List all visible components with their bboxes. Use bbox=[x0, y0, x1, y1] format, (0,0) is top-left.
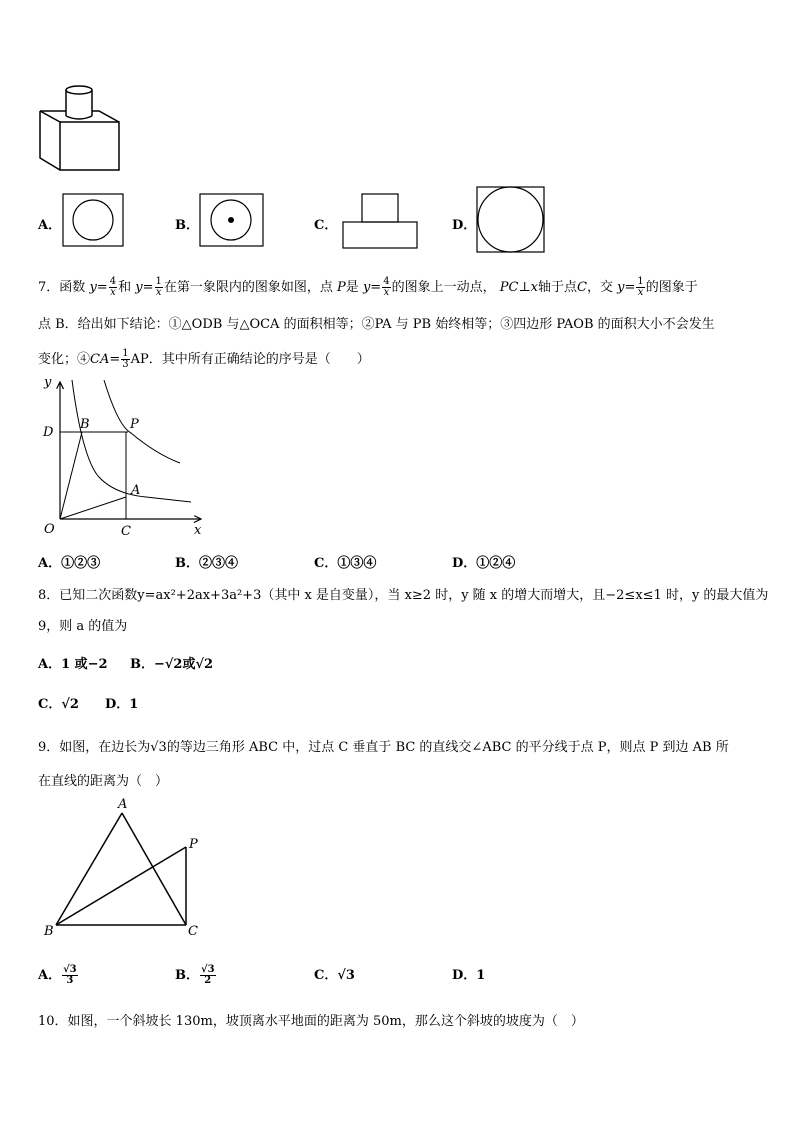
q6-option-b-figure[interactable] bbox=[199, 193, 265, 248]
q6-option-a-label[interactable]: A． bbox=[38, 218, 62, 233]
q9-question-line2: 在直线的距离为（ ） bbox=[38, 774, 169, 789]
vertex-c-label: C bbox=[188, 924, 198, 939]
q9-option-c[interactable]: C．√3 bbox=[314, 968, 355, 983]
q6-option-c-figure[interactable] bbox=[342, 193, 420, 249]
q8-option-a[interactable]: A．1 或−2 bbox=[38, 657, 108, 672]
point-d-label: D bbox=[43, 425, 54, 440]
q9-question-line1: 9．如图，在边长为√3的等边三角形 ABC 中，过点 C 垂直于 BC 的直线交∠ABC 的平分线于点 P，则点 P 到边 AB 所 bbox=[38, 740, 729, 755]
point-p-label: P bbox=[130, 417, 139, 432]
q7-question-line3: 变化；④CA= $\frac{1}{3}$ AP．其中所有正确结论的序号是（ ） bbox=[38, 348, 370, 370]
q8-option-d[interactable]: D．1 bbox=[105, 697, 139, 712]
q9-option-a[interactable]: A． $\frac{√3}{3}$ bbox=[38, 964, 77, 986]
q6-option-d-label[interactable]: D． bbox=[452, 218, 477, 233]
q6-option-a-figure[interactable] bbox=[62, 193, 124, 248]
y-axis-label: y bbox=[44, 376, 52, 390]
point-c-label: C bbox=[121, 524, 131, 539]
q7-option-b[interactable]: B．②③④ bbox=[175, 556, 238, 571]
q8-option-b[interactable]: B．−√2或√2 bbox=[130, 657, 214, 672]
vertex-b-label: B bbox=[44, 924, 54, 939]
q8-option-c[interactable]: C．√2 bbox=[38, 697, 79, 712]
q7-question-line2: 点 B．给出如下结论：①△ODB 与△OCA 的面积相等；②PA 与 PB 始终相等；③四边形 PAOB 的面积大小不会发生 bbox=[38, 317, 715, 332]
q6-option-c-label[interactable]: C． bbox=[314, 218, 338, 233]
q9-triangle-figure bbox=[40, 794, 210, 939]
q7-option-c[interactable]: C．①③④ bbox=[314, 556, 377, 571]
q9-option-b[interactable]: B． $\frac{√3}{2}$ bbox=[175, 964, 215, 986]
point-a-label: A bbox=[131, 483, 141, 498]
q6-option-b-label[interactable]: B． bbox=[175, 218, 199, 233]
q7-option-d[interactable]: D．①②④ bbox=[452, 556, 516, 571]
vertex-a-label: A bbox=[118, 797, 128, 812]
q6-option-d-figure[interactable] bbox=[476, 186, 546, 254]
q9-option-d[interactable]: D．1 bbox=[452, 968, 486, 983]
q7-option-a[interactable]: A．①②③ bbox=[38, 556, 101, 571]
q7-hyperbola-graph bbox=[36, 376, 216, 541]
cylinder-on-cube-figure bbox=[36, 80, 126, 175]
origin-label: O bbox=[44, 522, 55, 537]
q10-question-line1: 10．如图，一个斜坡长 130m，坡顶离水平地面的距离为 50m，那么这个斜坡的坡度为（ ） bbox=[38, 1014, 584, 1029]
point-p-label: P bbox=[189, 837, 198, 852]
q7-question-line1: 7．函数 y= $\frac{4}{x}$ 和 y= $\frac{1}{x}$ 在第一象限内的图象如图，点 P是 y= $\frac{4}{x}$ 的图象上一动点， PC⊥x轴于点C，交 y= $\frac{1}{x}$ 的图象于 bbox=[38, 276, 698, 298]
x-axis-label: x bbox=[194, 523, 202, 538]
q8-question-line2: 9，则 a 的值为 bbox=[38, 619, 128, 634]
q8-question-line1: 8．已知二次函数y=ax²+2ax+3a²+3（其中 x 是自变量），当 x≥2 时，y 随 x 的增大而增大，且−2≤x≤1 时，y 的最大值为 bbox=[38, 588, 769, 603]
point-b-label: B bbox=[80, 417, 90, 432]
